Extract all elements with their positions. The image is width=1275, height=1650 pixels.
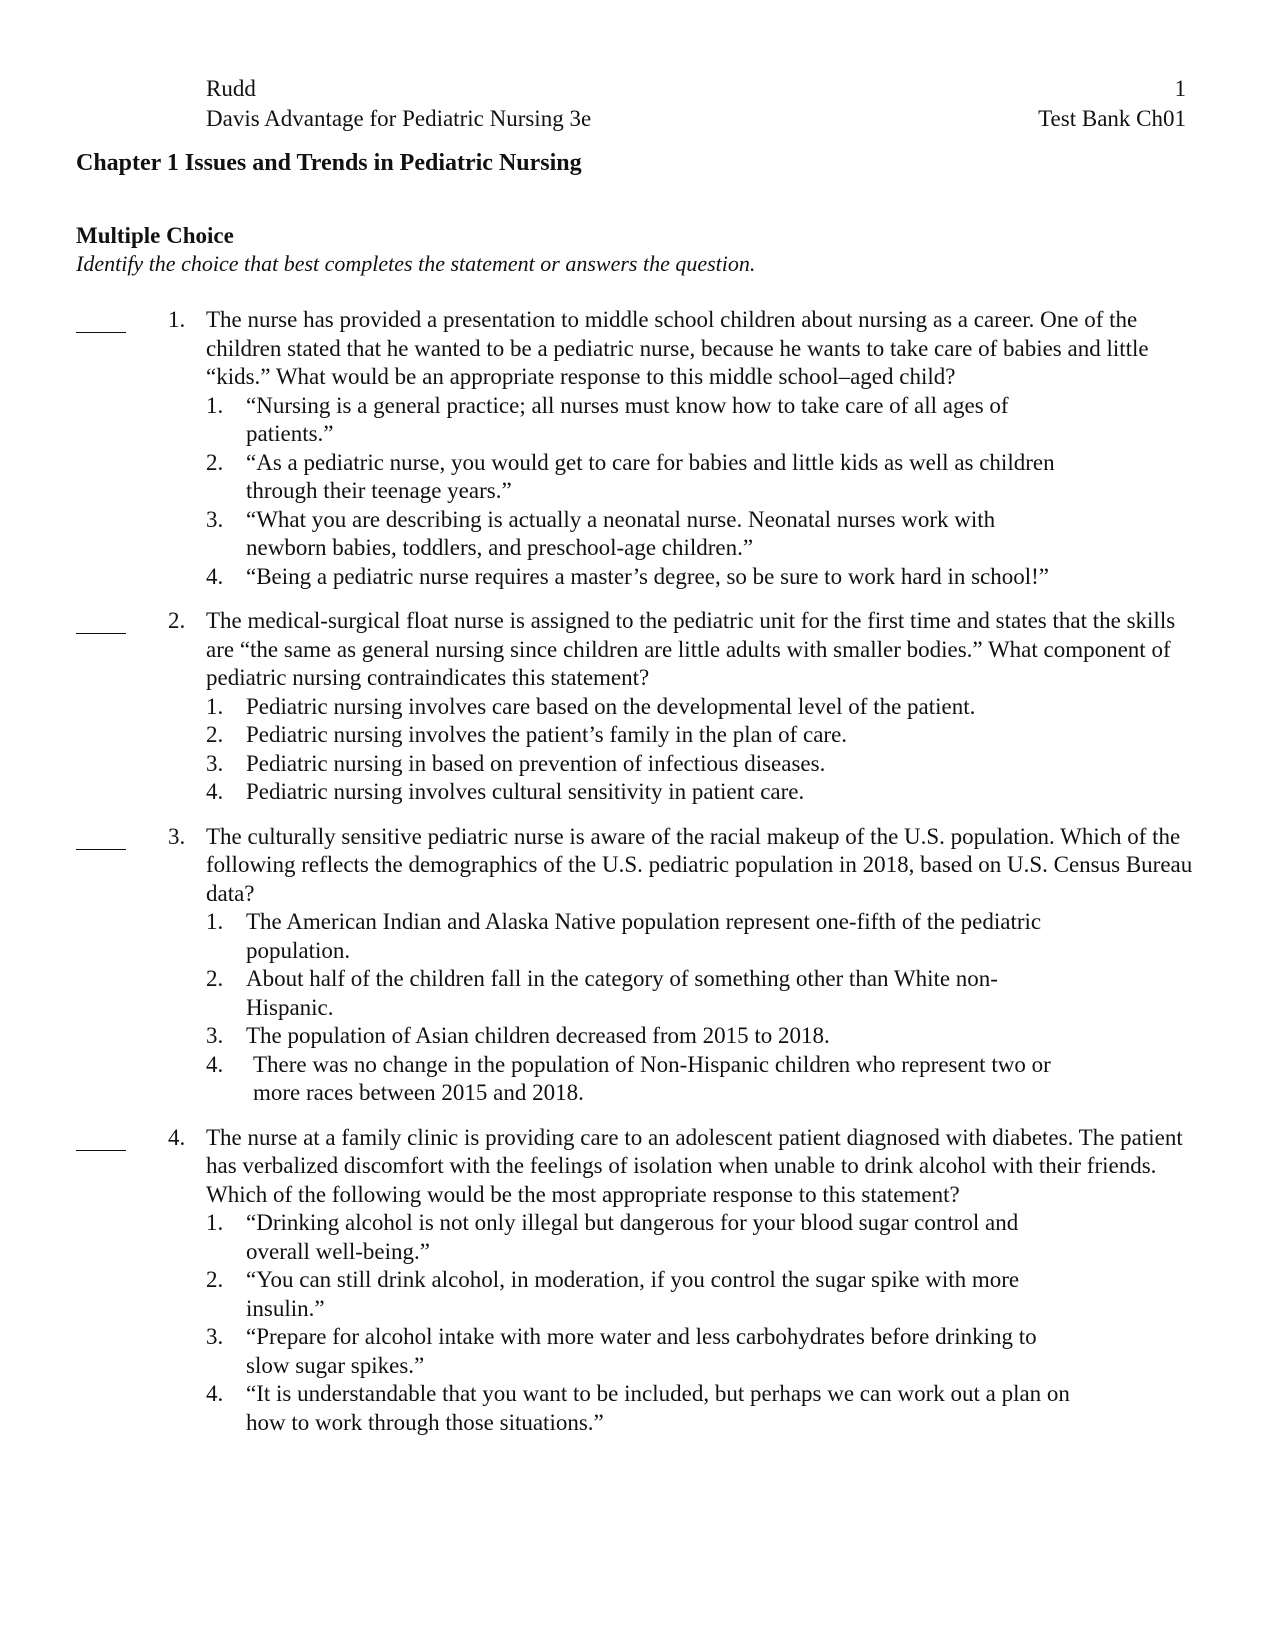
option-text: “Drinking alcohol is not only illegal but dangerous for your blood sugar control and overall well-being.” (246, 1210, 1019, 1264)
question-stem: The nurse at a family clinic is providing care to an adolescent patient diagnosed with diabetes. The patient has verbalized discomfort with the feelings of isolation when unable to drink alcohol with their friends. Which of the following would be the most appropriate response to this statement? (206, 1124, 1183, 1207)
option-item (206, 908, 1076, 965)
option-number: 1. (206, 1210, 224, 1235)
question-3 (76, 823, 1196, 1108)
question-number: 2. (168, 608, 186, 633)
option-item (206, 1022, 1076, 1051)
answer-blank[interactable] (76, 825, 126, 850)
header-author: Rudd (206, 76, 256, 101)
question-4 (76, 1124, 1196, 1438)
option-item (206, 449, 1076, 506)
option-text: There was no change in the population of Non-Hispanic children who represent two or more races between 2015 and 2018. (253, 1051, 1051, 1105)
option-number: 3. (206, 506, 224, 532)
option-number: 4. (206, 1381, 224, 1406)
option-number: 2. (206, 449, 224, 475)
option-text: Pediatric nursing in based on prevention of infectious diseases. (246, 750, 826, 776)
chapter-title: Chapter 1 Issues and Trends in Pediatric Nursing (76, 150, 582, 176)
question-stem: The culturally sensitive pediatric nurse is aware of the racial makeup of the U.S. population. Which of the following reflects the demographics of the U.S. pediatric population in 2018, based on U.S. Census Bureau data? (206, 823, 1193, 906)
option-number: 3. (206, 1324, 224, 1349)
option-item (206, 1266, 1076, 1323)
question-1 (76, 306, 1196, 591)
option-item (206, 1323, 1076, 1380)
option-text: “As a pediatric nurse, you would get to care for babies and little kids as well as children through their teenage years.” (246, 449, 1055, 503)
option-number: 4. (206, 563, 224, 589)
answer-blank[interactable] (76, 609, 126, 634)
section-instructions: Identify the choice that best completes the statement or answers the question. (76, 251, 756, 276)
option-text: Pediatric nursing involves the patient’s family in the plan of care. (246, 722, 848, 747)
header-book-title: Davis Advantage for Pediatric Nursing 3e (206, 106, 592, 131)
question-number: 3. (168, 823, 186, 849)
option-text: The population of Asian children decreased from 2015 to 2018. (246, 1023, 830, 1048)
option-item (206, 506, 1076, 563)
option-number: 2. (206, 722, 224, 747)
option-number: 2. (206, 966, 224, 991)
option-list (206, 693, 1196, 807)
header-page-number: 1 (1174, 76, 1186, 101)
option-item (206, 750, 1076, 779)
option-item (206, 1380, 1076, 1437)
option-text: “Being a pediatric nurse requires a master’s degree, so be sure to work hard in school!” (246, 563, 1050, 589)
option-list (206, 1209, 1196, 1437)
header-bank-label: Test Bank Ch01 (1038, 106, 1186, 131)
answer-blank[interactable] (76, 308, 126, 333)
option-item (206, 721, 1076, 750)
option-item (206, 1051, 1083, 1108)
section-title: Multiple Choice (76, 223, 234, 248)
question-stem: The medical-surgical float nurse is assigned to the pediatric unit for the first time and states that the skills are “the same as general nursing since children are little adults with smaller bodies.” What component of pediatric nursing contraindicates this statement? (206, 608, 1176, 690)
question-number: 1. (168, 307, 186, 332)
option-item (206, 693, 1076, 722)
option-number: 4. (206, 779, 224, 804)
option-text: “What you are describing is actually a neonatal nurse. Neonatal nurses work with newborn babies, toddlers, and preschool-age children.” (246, 506, 996, 560)
option-item (206, 563, 1076, 592)
option-item (206, 1209, 1076, 1266)
option-text: The American Indian and Alaska Native population represent one-fifth of the pediatric population. (246, 909, 1042, 963)
option-text: Pediatric nursing involves care based on the developmental level of the patient. (246, 693, 976, 719)
option-list (206, 392, 1196, 592)
option-text: “You can still drink alcohol, in moderation, if you control the sugar spike with more insulin.” (246, 1267, 1020, 1321)
page-header (206, 74, 1186, 134)
option-text: About half of the children fall in the category of something other than White non-Hispanic. (246, 966, 998, 1020)
option-number: 1. (206, 693, 224, 719)
question-number: 4. (168, 1124, 186, 1150)
option-item (206, 392, 1076, 449)
option-number: 3. (206, 1023, 224, 1048)
option-number: 3. (206, 750, 224, 776)
option-text: Pediatric nursing involves cultural sensitivity in patient care. (246, 779, 805, 804)
option-text: “Prepare for alcohol intake with more water and less carbohydrates before drinking to slow sugar spikes.” (246, 1324, 1037, 1378)
question-list (76, 306, 1196, 1453)
question-stem: The nurse has provided a presentation to middle school children about nursing as a career. One of the children stated that he wanted to be a pediatric nurse, because he wants to take care of babies and little “kids.” What would be an appropriate response to this middle school–aged child? (206, 307, 1149, 389)
option-number: 2. (206, 1267, 224, 1292)
option-text: “It is understandable that you want to be included, but perhaps we can work out a plan on how to work through those situations.” (246, 1381, 1070, 1435)
answer-blank[interactable] (76, 1126, 126, 1151)
question-2 (76, 607, 1196, 807)
option-number: 4. (206, 1051, 224, 1077)
option-item (206, 965, 1076, 1022)
option-number: 1. (206, 392, 224, 418)
option-item (206, 778, 1076, 807)
option-list (206, 908, 1196, 1108)
option-number: 1. (206, 909, 224, 934)
option-text: “Nursing is a general practice; all nurses must know how to take care of all ages of patients.” (246, 392, 1009, 446)
